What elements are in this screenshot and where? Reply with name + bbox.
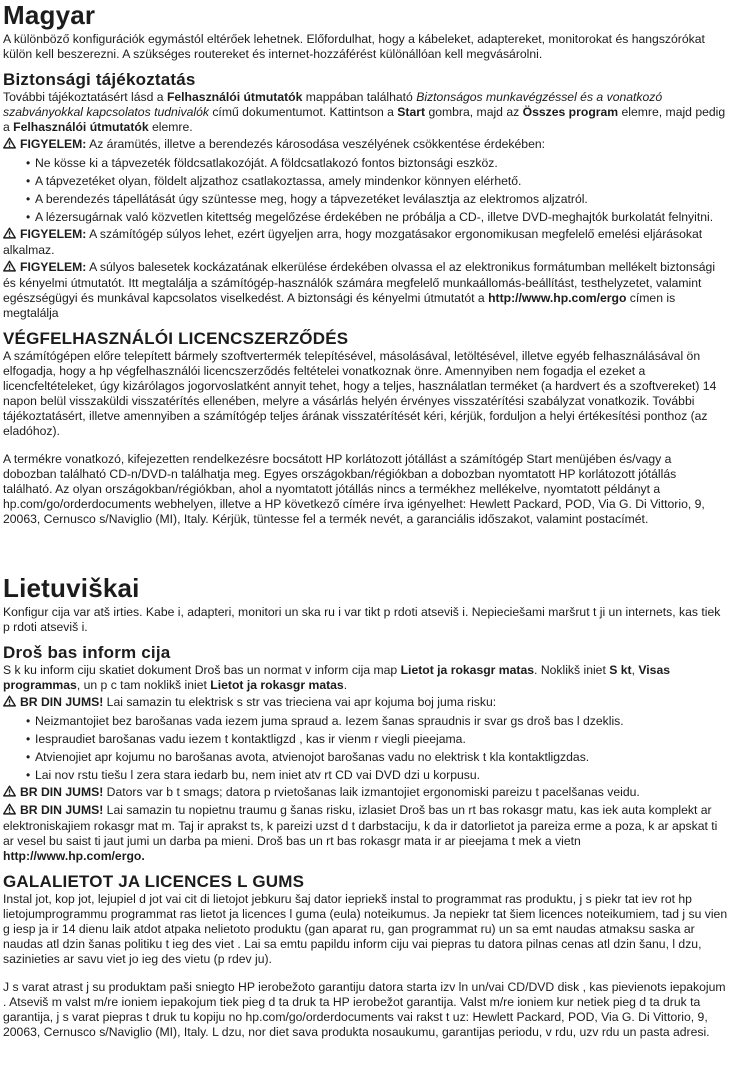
- text-run: címen is megtalálja: [3, 291, 676, 320]
- paragraph: [3, 980, 728, 1040]
- bullet-item: [35, 750, 728, 765]
- paragraph: [3, 663, 728, 693]
- text-run: című dokumentumot. Kattintson a: [208, 105, 398, 119]
- warning-note: [3, 785, 728, 801]
- bullet-item: [35, 174, 728, 189]
- text-run: A tápvezetéket olyan, földelt aljzathoz csatlakoztassa, amely mindenkor könnyen elérhető.: [35, 174, 522, 188]
- warning-triangle-icon: [3, 227, 16, 243]
- text-run: , un p c tam noklikš iniet: [76, 678, 211, 692]
- text-run: Lai samazin tu elektrisk s str vas trieciena vai apr kojuma boj juma risku:: [103, 695, 497, 709]
- text-run: Az áramütés, illetve a berendezés károsodása veszélyének csökkentése érdekében:: [86, 137, 546, 151]
- text-run: A termékre vonatkozó, kifejezetten rendelkezésre bocsátott HP korlátozott jótállást a számítógép Start menüjében és/vagy a dobozban található CD-n/DVD-n találhatja meg. Egyes országokban/régiókban a dobozban nyomtatott HP korlátozott jótállás található. Az olyan országokban/régiókban, ahol a nyomtatott jótállás nincs a termékhez mellékelve, nyomtatott példányt a hp.com/go/orderdocuments webhelyen, illetve a HP következő címére írva igényelhet: Hewlett Packard, POD, Via G. Di Vittorio, 9, 20063, Cernusco s/Naviglio (MI), Italy. Kérjük, tüntesse fel a termék nevét, a garanciális időszakot, valamint postacímét.: [3, 452, 705, 526]
- warning-triangle-icon: [3, 260, 16, 276]
- bold-text: Felhasználói útmutatók: [166, 90, 303, 104]
- warning-label: BR DIN JUMS!: [20, 695, 104, 709]
- url-text: http://www.hp.com/ergo.: [3, 849, 145, 863]
- bullet-list: [3, 714, 728, 783]
- text-run: A berendezés tápellátását úgy szüntesse meg, hogy a tápvezetéket leválasztja az elektromos aljzatról.: [35, 192, 588, 206]
- text-run: Dators var b t smags; datora p rvietošanas laik izmantojiet ergonomiski pareizu t pacelšanas veidu.: [103, 785, 640, 799]
- subsection-heading: Biztonsági tájékoztatás: [3, 70, 196, 89]
- text-run: S k ku inform ciju skatiet dokument Droš bas un normat v inform cija map: [3, 663, 401, 677]
- warning-note: [3, 260, 728, 321]
- bullet-list: [3, 156, 728, 225]
- warning-label: FIGYELEM:: [20, 260, 87, 274]
- bullet-item: [35, 714, 728, 729]
- warning-triangle-icon: [3, 137, 16, 153]
- text-run: gombra, majd az: [425, 105, 523, 119]
- text-run: Lai samazin tu nopietnu traumu g šanas risku, izlasiet Droš bas un rt bas rokasgr matu, kas iek auta komplekt ar elektroniskajiem rokasgr mat m. Taj ir aprakst ts, k pareizi uzst d t darbstaciju, k da ir datorlietot ja pareiza erme a poza, k ar apskat ti ar vesel bu saist ti jaut jumi un darba pa mieni. Droš bas un rt bas rokasgr mata ir ar pieejama t mek a vietn: [3, 803, 718, 848]
- text-run: Konfigur cija var atš irties. Kabe i, adapteri, monitori un ska ru i var tikt p rdoti atseviš i. Nepieciešami maršrut t ji un internets, kas tiek p rdoti atseviš i.: [3, 605, 721, 634]
- paragraph: [3, 605, 728, 635]
- text-run: Instal jot, kop jot, lejupiel d jot vai cit di lietojot jebkuru šaj dator iepriekš instal to programmat ras produktu, j s piekr tat iev rot hp lietojumprogrammu programmat ras lietot ja licences l guma (eula) noteikumus. Ja nepiekr tat šiem licences noteikumiem, tad j su vien g iesp ja ir 14 dienu laik atdot atpaka nelietoto produktu (gan aparat ru, gan programmat ru) un sa emt naudas atmaksu saska ar naudas atl dzin šanas politiku t ieg des viet . Lai sa emtu papildu inform ciju vai piepras tu datora pilnas cenas atl dzin šanu, l dzu, sazinieties ar savu viet jo ieg des vietu (p rdev ju).: [3, 892, 728, 966]
- text-run: Iespraudiet barošanas vadu iezem t kontaktligzd , kas ir vienm r viegli pieejama.: [35, 732, 466, 746]
- bullet-item: [35, 156, 728, 171]
- section-title: Lietuviškai: [3, 573, 140, 603]
- text-run: elemre, majd pedig a: [3, 105, 726, 134]
- text-run: További tájékoztatásért lásd a: [3, 90, 167, 104]
- url-text: http://www.hp.com/ergo: [488, 291, 627, 305]
- italic-text: Biztonságos munkavégzéssel és a vonatkozó szabványokkal kapcsolatos tudnivalók: [3, 90, 663, 119]
- warning-label: FIGYELEM:: [20, 227, 87, 241]
- text-run: A számítógépen előre telepített bármely szoftvertermék telepítésével, másolásával, letöltésével, illetve egyéb felhasználásával ön elfogadja, hogy a hp végfelhasználói licencszerződés feltételei vonatkoznak önre. Amennyiben nem fogadja el ezeket a licencfeltételeket, úgy kizárólagos jogorvoslatként annyit tehet, hogy a teljes, használatlan terméket (a hardvert és a szoftvereket) 14 napon belül visszaküldi visszatérítés ellenében, melyre a vásárlás helyén érvényes visszatérítési szabályzat vonatkozik. További tájékoztatásért, illetve amennyiben a számítógép teljes árának visszatérítését kéri, kérjük, forduljon a helyi értékesítési ponthoz (az eladóhoz).: [3, 349, 717, 438]
- subsection-heading: GALALIETOT JA LICENCES L GUMS: [3, 872, 305, 891]
- warning-triangle-icon: [3, 695, 16, 711]
- bullet-item: [35, 732, 728, 747]
- subsection-heading: Droš bas inform cija: [3, 643, 171, 662]
- text-run: A lézersugárnak való közvetlen kitettség megelőzése érdekében ne próbálja a CD-, illetve DVD-meghajtók burkolatát felnyitni.: [35, 210, 714, 224]
- paragraph: [3, 892, 728, 967]
- text-run: ,: [631, 663, 639, 677]
- paragraph: [3, 32, 728, 62]
- section-title: Magyar: [3, 0, 96, 30]
- text-run: A súlyos balesetek kockázatának elkerülése érdekében olvassa el az elektronikus formátumban mellékelt biztonsági és kényelmi útmutatót. Itt megtalálja a számítógép-használók számára megfelelő munkaállomás-beállítást, testhelyzetet, valamint egészségügyi és munkával kapcsolatos viselkedést. A biztonsági és kényelmi útmutatót a: [3, 260, 716, 305]
- warning-note: [3, 137, 728, 153]
- warning-label: FIGYELEM:: [20, 137, 87, 151]
- language-section-lietuviskai: [3, 575, 728, 1040]
- bold-text: Lietot ja rokasgr matas: [210, 678, 344, 692]
- language-section-magyar: [3, 2, 728, 527]
- bullet-item: [35, 768, 728, 783]
- text-run: Lai nov rstu tiešu l zera stara iedarb bu, nem iniet atv rt CD vai DVD dzi u korpusu.: [35, 768, 481, 782]
- warning-note: [3, 803, 728, 864]
- text-run: . Noklikš iniet: [534, 663, 610, 677]
- bullet-item: [35, 210, 728, 225]
- bold-text: Visas programmas: [3, 663, 671, 692]
- text-run: Ne kösse ki a tápvezeték földcsatlakozóját. A földcsatlakozó fontos biztonsági eszköz.: [35, 156, 498, 170]
- text-run: A különböző konfigurációk egymástól eltérőek lehetnek. Előfordulhat, hogy a kábeleket, adaptereket, monitorokat és hangszórókat külön kell beszerezni. A szükséges routereket és internet-hozzáférést különállóan kell megvásárolni.: [3, 32, 705, 61]
- paragraph: [3, 90, 728, 135]
- warning-triangle-icon: [3, 803, 16, 819]
- text-run: Atvienojiet apr kojumu no barošanas avota, atvienojot barošanas vadu no elektrisk t kla kontaktligzdas.: [35, 750, 590, 764]
- bold-text: Lietot ja rokasgr matas: [400, 663, 535, 677]
- bold-text: Felhasználói útmutatók: [13, 120, 149, 134]
- paragraph: [3, 452, 728, 527]
- bullet-item: [35, 192, 728, 207]
- text-run: Neizmantojiet bez barošanas vada iezem juma spraud a. Iezem šanas spraudnis ir svar gs droš bas l dzeklis.: [35, 714, 624, 728]
- text-run: J s varat atrast j su produktam paši sniegto HP ierobežoto garantiju datora starta izv ln un/vai CD/DVD disk , kas pievienots iepakojum . Atseviš m valst m/re ioniem iepakojum tiek pieg d ta druk ta HP ierobežot garantija. Valst m/re ioniem kur netiek pieg d ta druk ta garantija, j s varat piepras t druk tu kopiju no hp.com/go/orderdocuments vai rakst t uz: Hewlett Packard, POD, Via G. Di Vittorio, 9, 20063, Cernusco s/Naviglio (MI), Italy. L dzu, nor diet sava produkta nosaukumu, garantijas periodu, v rdu, uzv rdu un pasta adresi.: [3, 980, 726, 1039]
- paragraph: [3, 349, 728, 439]
- bold-text: Összes program: [522, 105, 619, 119]
- text-run: elemre.: [148, 120, 193, 134]
- warning-note: [3, 695, 728, 711]
- warning-label: BR DIN JUMS!: [20, 785, 104, 799]
- warning-label: BR DIN JUMS!: [20, 803, 104, 817]
- subsection-heading: VÉGFELHASZNÁLÓI LICENCSZERZŐDÉS: [3, 329, 349, 348]
- text-run: A számítógép súlyos lehet, ezért ügyeljen arra, hogy mozgatásakor ergonomikusan megfelelő emelési eljárásokat alkalmaz.: [3, 227, 703, 257]
- text-run: mappában található: [302, 90, 417, 104]
- warning-triangle-icon: [3, 785, 16, 801]
- bold-text: Start: [397, 105, 426, 119]
- warning-note: [3, 227, 728, 258]
- text-run: .: [343, 678, 348, 692]
- bold-text: S kt: [609, 663, 632, 677]
